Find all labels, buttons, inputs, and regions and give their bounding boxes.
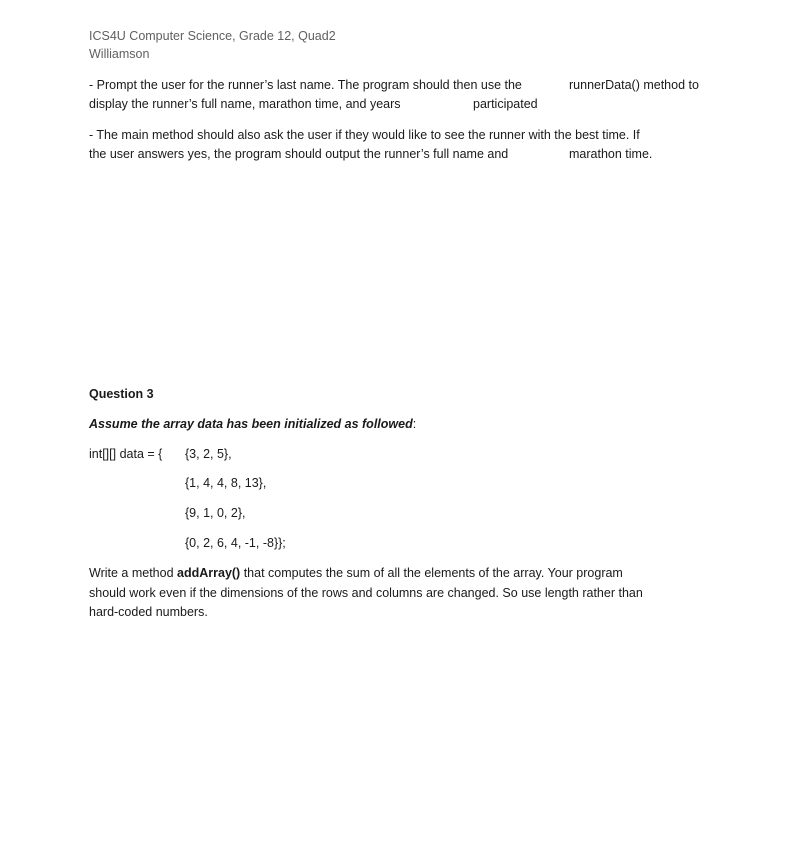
q2-para2-line1: - The main method should also ask the user if they would like to see the runner with the best time. If bbox=[89, 128, 640, 142]
q2-para1-line1a: - Prompt the user for the runner’s last name. The program should then use the bbox=[89, 78, 522, 92]
q2-para2-line2a: the user answers yes, the program should output the runner’s full name and bbox=[89, 147, 509, 161]
question3-body-line1 bbox=[89, 564, 623, 583]
question3-subtitle-row bbox=[89, 415, 416, 434]
q2-para1-line2a: display the runner’s full name, marathon time, and years bbox=[89, 97, 401, 111]
method-name: addArray() bbox=[177, 566, 241, 580]
code-row-2: {1, 4, 4, 8, 13}, bbox=[185, 476, 267, 490]
question3-subtitle: Assume the array data has been initialized as followed bbox=[89, 417, 413, 431]
code-row-3: {9, 1, 0, 2}, bbox=[185, 506, 246, 520]
question3-title: Question 3 bbox=[89, 387, 154, 401]
code-row-4: {0, 2, 6, 4, -1, -8}}; bbox=[185, 536, 286, 550]
body-line1-post: that computes the sum of all the elements of the array. Your program bbox=[240, 566, 623, 580]
question3-body-line3: hard-coded numbers. bbox=[89, 605, 208, 619]
body-line1-pre: Write a method bbox=[89, 566, 178, 580]
code-prefix: int[][] data = { bbox=[89, 447, 163, 461]
header-course: ICS4U Computer Science, Grade 12, Quad2 bbox=[89, 29, 336, 43]
q2-para1-line1b: runnerData() method to bbox=[569, 78, 699, 92]
q2-para1-line2b: participated bbox=[473, 97, 538, 111]
q2-para2-line2b: marathon time. bbox=[569, 147, 653, 161]
question3-body-line2: should work even if the dimensions of the rows and columns are changed. So use length rather than bbox=[89, 586, 643, 600]
header-teacher: Williamson bbox=[89, 47, 150, 61]
question3-subtitle-colon: : bbox=[412, 417, 417, 431]
code-row-1: {3, 2, 5}, bbox=[185, 447, 232, 461]
